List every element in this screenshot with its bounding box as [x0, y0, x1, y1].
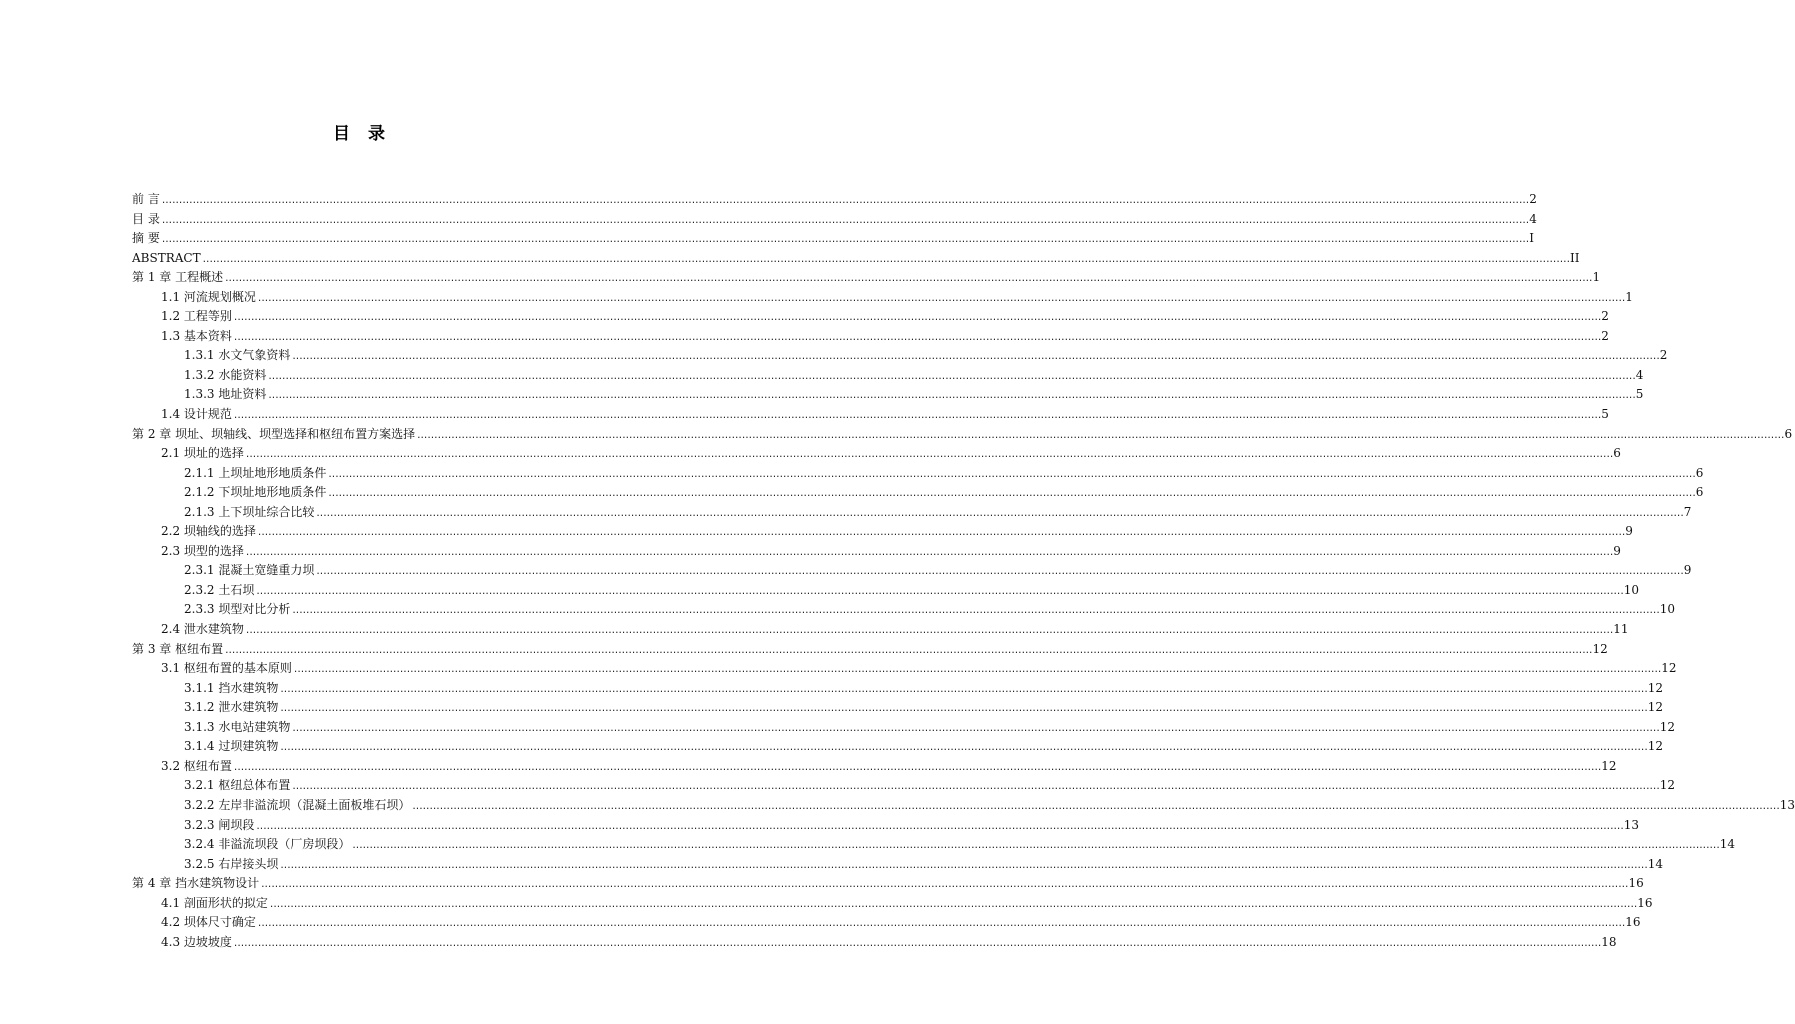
toc-entry-page-number: 12	[1659, 778, 1676, 793]
toc-entry-page-number: 5	[1601, 407, 1609, 422]
toc-entry[interactable]	[132, 581, 1640, 601]
toc-entry[interactable]	[132, 249, 1580, 269]
toc-entry-page-number: 9	[1625, 524, 1633, 539]
toc-entry-label: 3.2.3 闸坝段	[184, 817, 255, 832]
toc-entry-page-number: 11	[1613, 622, 1629, 637]
toc-entry-page-number: 9	[1683, 563, 1692, 578]
toc-entry[interactable]	[132, 894, 1653, 914]
dot-leader: ................................................................................................................................................................................................................................................................................................................................................................................................................	[260, 880, 1628, 891]
toc-entry-page-number: 2	[1659, 348, 1668, 363]
toc-entry-page-number: 12	[1647, 739, 1664, 754]
toc-entry-page-number: 14	[1647, 856, 1664, 871]
toc-entry-page-number: 10	[1659, 602, 1676, 617]
toc-entry[interactable]	[132, 327, 1609, 347]
dot-leader: ................................................................................................................................................................................................................................................................................................................................................................................................................	[267, 391, 1635, 402]
toc-entry-page-number: 10	[1623, 582, 1640, 597]
toc-entry[interactable]	[132, 542, 1621, 562]
toc-entry-label: 1.3.1 水文气象资料	[184, 348, 291, 363]
toc-entry-label: 第 4 章 挡水建筑物设计	[132, 876, 260, 891]
toc-entry[interactable]	[132, 522, 1633, 542]
toc-entry-label: 3.2.4 非溢流坝段（厂房坝段）	[184, 837, 351, 852]
dot-leader: ................................................................................................................................................................................................................................................................................................................................................................................................................	[279, 860, 1647, 871]
dot-leader: ................................................................................................................................................................................................................................................................................................................................................................................................................	[291, 606, 1659, 617]
toc-entry[interactable]	[132, 366, 1644, 386]
toc-entry-label: 3.1.2 泄水建筑物	[184, 700, 279, 715]
toc-entry-page-number: 1	[1592, 270, 1601, 285]
toc-entry-label: 3.2.1 枢纽总体布置	[184, 778, 291, 793]
toc-entry-label: 目 录	[132, 211, 160, 226]
dot-leader: ................................................................................................................................................................................................................................................................................................................................................................................................................	[244, 626, 1613, 637]
dot-leader: ................................................................................................................................................................................................................................................................................................................................................................................................................	[232, 762, 1601, 773]
toc-entry-label: 2.1.1 上坝址地形地质条件	[184, 465, 327, 480]
table-of-contents	[132, 190, 1795, 952]
toc-entry-label: 2.2 坝轴线的选择	[161, 524, 256, 539]
toc-entry[interactable]	[132, 229, 1534, 249]
toc-entry-label: 1.3.2 水能资料	[184, 367, 267, 382]
toc-entry-page-number: 12	[1659, 719, 1676, 734]
toc-entry[interactable]	[132, 600, 1676, 620]
toc-entry-page-number: 12	[1647, 680, 1664, 695]
dot-leader: ................................................................................................................................................................................................................................................................................................................................................................................................................	[232, 411, 1601, 422]
dot-leader: ................................................................................................................................................................................................................................................................................................................................................................................................................	[160, 215, 1529, 226]
toc-entry-label: 4.1 剖面形状的拟定	[161, 895, 268, 910]
toc-entry-label: 3.2.2 左岸非溢流坝（混凝土面板堆石坝）	[184, 797, 411, 812]
toc-entry-label: 3.1 枢纽布置的基本原则	[161, 661, 292, 676]
toc-entry-label: 2.1.2 下坝址地形地质条件	[184, 485, 327, 500]
dot-leader: ................................................................................................................................................................................................................................................................................................................................................................................................................	[256, 528, 1625, 539]
toc-entry[interactable]	[132, 835, 1736, 855]
dot-leader: ................................................................................................................................................................................................................................................................................................................................................................................................................	[160, 235, 1529, 246]
dot-leader: ................................................................................................................................................................................................................................................................................................................................................................................................................	[279, 743, 1647, 754]
toc-entry[interactable]	[132, 620, 1629, 640]
dot-leader: ................................................................................................................................................................................................................................................................................................................................................................................................................	[279, 704, 1647, 715]
toc-entry-page-number: 2	[1529, 192, 1537, 206]
toc-entry-label: 2.4 泄水建筑物	[161, 622, 244, 637]
dot-leader: ................................................................................................................................................................................................................................................................................................................................................................................................................	[256, 293, 1625, 304]
toc-entry[interactable]	[132, 640, 1608, 660]
toc-entry-page-number: 18	[1601, 934, 1617, 949]
dot-leader: ................................................................................................................................................................................................................................................................................................................................................................................................................	[291, 723, 1659, 734]
dot-leader: ................................................................................................................................................................................................................................................................................................................................................................................................................	[291, 782, 1659, 793]
dot-leader: ................................................................................................................................................................................................................................................................................................................................................................................................................	[268, 899, 1637, 910]
toc-entry-label: 3.1.3 水电站建筑物	[184, 719, 291, 734]
toc-entry-page-number: 12	[1661, 661, 1677, 676]
toc-entry[interactable]	[132, 659, 1677, 679]
dot-leader: ................................................................................................................................................................................................................................................................................................................................................................................................................	[315, 508, 1683, 519]
toc-entry-page-number: I	[1529, 231, 1534, 246]
toc-entry-label: 3.2.5 右岸接头坝	[184, 856, 279, 871]
dot-leader: ................................................................................................................................................................................................................................................................................................................................................................................................................	[255, 821, 1623, 832]
toc-entry-label: 2.3.3 坝型对比分析	[184, 602, 291, 617]
toc-entry[interactable]	[132, 796, 1795, 816]
dot-leader: ................................................................................................................................................................................................................................................................................................................................................................................................................	[232, 332, 1601, 343]
toc-entry-page-number: 12	[1647, 700, 1664, 715]
dot-leader: ................................................................................................................................................................................................................................................................................................................................................................................................................	[292, 665, 1661, 676]
toc-entry-page-number: II	[1570, 250, 1580, 265]
dot-leader: ................................................................................................................................................................................................................................................................................................................................................................................................................	[267, 371, 1635, 382]
toc-entry-page-number: 5	[1635, 387, 1644, 402]
toc-entry-label: 2.3.2 土石坝	[184, 582, 255, 597]
toc-entry[interactable]	[132, 679, 1664, 699]
toc-entry-page-number: 6	[1695, 465, 1704, 480]
toc-entry[interactable]	[132, 913, 1641, 933]
toc-entry[interactable]	[132, 503, 1692, 523]
toc-entry-label: 3.1.4 过坝建筑物	[184, 739, 279, 754]
dot-leader: ................................................................................................................................................................................................................................................................................................................................................................................................................	[232, 938, 1601, 949]
toc-entry-page-number: 2	[1601, 328, 1609, 343]
toc-entry-label: 2.3.1 混凝土宽缝重力坝	[184, 563, 315, 578]
dot-leader: ................................................................................................................................................................................................................................................................................................................................................................................................................	[291, 352, 1659, 363]
dot-leader: ................................................................................................................................................................................................................................................................................................................................................................................................................	[224, 274, 1592, 285]
dot-leader: ................................................................................................................................................................................................................................................................................................................................................................................................................	[201, 254, 1569, 265]
dot-leader: ................................................................................................................................................................................................................................................................................................................................................................................................................	[416, 430, 1784, 441]
toc-entry[interactable]	[132, 190, 1537, 210]
dot-leader: ................................................................................................................................................................................................................................................................................................................................................................................................................	[256, 919, 1625, 930]
toc-entry-label: 第 2 章 坝址、坝轴线、坝型选择和枢纽布置方案选择	[132, 426, 416, 441]
dot-leader: ................................................................................................................................................................................................................................................................................................................................................................................................................	[327, 489, 1695, 500]
toc-entry-label: ABSTRACT	[132, 250, 201, 265]
toc-entry[interactable]	[132, 405, 1609, 425]
toc-entry-page-number: 4	[1529, 211, 1537, 226]
toc-entry[interactable]	[132, 346, 1668, 366]
toc-entry[interactable]	[132, 210, 1537, 230]
toc-entry-page-number: 6	[1695, 485, 1704, 500]
toc-entry-page-number: 13	[1779, 797, 1795, 812]
toc-entry-label: 第 3 章 枢纽布置	[132, 641, 224, 656]
toc-entry-label: 1.4 设计规范	[161, 407, 232, 422]
toc-entry-page-number: 13	[1623, 817, 1640, 832]
toc-entry-label: 摘 要	[132, 231, 160, 246]
dot-leader: ................................................................................................................................................................................................................................................................................................................................................................................................................	[244, 547, 1613, 558]
toc-entry[interactable]	[132, 425, 1793, 445]
toc-entry-label: 2.1.3 上下坝址综合比较	[184, 504, 315, 519]
dot-leader: ................................................................................................................................................................................................................................................................................................................................................................................................................	[255, 586, 1623, 597]
toc-entry-label: 3.2 枢纽布置	[161, 758, 232, 773]
dot-leader: ................................................................................................................................................................................................................................................................................................................................................................................................................	[315, 567, 1683, 578]
toc-entry-label: 2.3 坝型的选择	[161, 543, 244, 558]
toc-entry-page-number: 4	[1635, 367, 1644, 382]
toc-entry[interactable]	[132, 307, 1609, 327]
toc-entry-page-number: 1	[1625, 289, 1633, 304]
toc-entry-label: 1.1 河流规划概况	[161, 289, 256, 304]
toc-entry[interactable]	[132, 444, 1621, 464]
toc-entry-label: 2.1 坝址的选择	[161, 446, 244, 461]
toc-entry-page-number: 7	[1683, 504, 1692, 519]
toc-entry-page-number: 2	[1601, 309, 1609, 324]
toc-entry[interactable]	[132, 561, 1692, 581]
toc-entry[interactable]	[132, 816, 1640, 836]
toc-title: 目 录	[333, 124, 391, 144]
toc-entry-page-number: 16	[1628, 876, 1644, 891]
toc-entry-page-number: 6	[1784, 426, 1793, 441]
toc-entry[interactable]	[132, 288, 1633, 308]
toc-entry[interactable]	[132, 718, 1676, 738]
dot-leader: ................................................................................................................................................................................................................................................................................................................................................................................................................	[411, 801, 1779, 812]
toc-entry-label: 第 1 章 工程概述	[132, 270, 224, 285]
toc-entry-page-number: 9	[1613, 543, 1621, 558]
dot-leader: ................................................................................................................................................................................................................................................................................................................................................................................................................	[244, 450, 1613, 461]
toc-entry-label: 1.3.3 地址资料	[184, 387, 267, 402]
toc-entry[interactable]	[132, 483, 1704, 503]
dot-leader: ................................................................................................................................................................................................................................................................................................................................................................................................................	[327, 469, 1695, 480]
toc-entry[interactable]	[132, 776, 1676, 796]
toc-entry[interactable]	[132, 874, 1644, 894]
toc-entry-page-number: 16	[1637, 895, 1653, 910]
toc-entry[interactable]	[132, 698, 1664, 718]
toc-entry-page-number: 12	[1601, 758, 1617, 773]
toc-entry-page-number: 14	[1719, 837, 1736, 852]
toc-entry[interactable]	[132, 757, 1617, 777]
dot-leader: ................................................................................................................................................................................................................................................................................................................................................................................................................	[351, 841, 1719, 852]
toc-entry[interactable]	[132, 933, 1617, 953]
dot-leader: ................................................................................................................................................................................................................................................................................................................................................................................................................	[279, 684, 1647, 695]
toc-entry-label: 4.3 边坡坡度	[161, 934, 232, 949]
toc-entry[interactable]	[132, 464, 1704, 484]
toc-entry[interactable]	[132, 268, 1601, 288]
dot-leader: ................................................................................................................................................................................................................................................................................................................................................................................................................	[232, 313, 1601, 324]
toc-entry-page-number: 12	[1592, 641, 1608, 656]
toc-entry-label: 1.3 基本资料	[161, 328, 232, 343]
toc-entry-label: 1.2 工程等别	[161, 309, 232, 324]
toc-entry[interactable]	[132, 737, 1664, 757]
toc-entry-label: 4.2 坝体尺寸确定	[161, 915, 256, 930]
toc-entry-label: 前 言	[132, 192, 160, 206]
toc-entry-label: 3.1.1 挡水建筑物	[184, 680, 279, 695]
toc-entry[interactable]	[132, 385, 1644, 405]
toc-entry-page-number: 6	[1613, 446, 1621, 461]
toc-entry-page-number: 16	[1625, 915, 1641, 930]
toc-entry[interactable]	[132, 855, 1664, 875]
dot-leader: ................................................................................................................................................................................................................................................................................................................................................................................................................	[224, 645, 1592, 656]
dot-leader: ................................................................................................................................................................................................................................................................................................................................................................................................................	[160, 196, 1529, 206]
